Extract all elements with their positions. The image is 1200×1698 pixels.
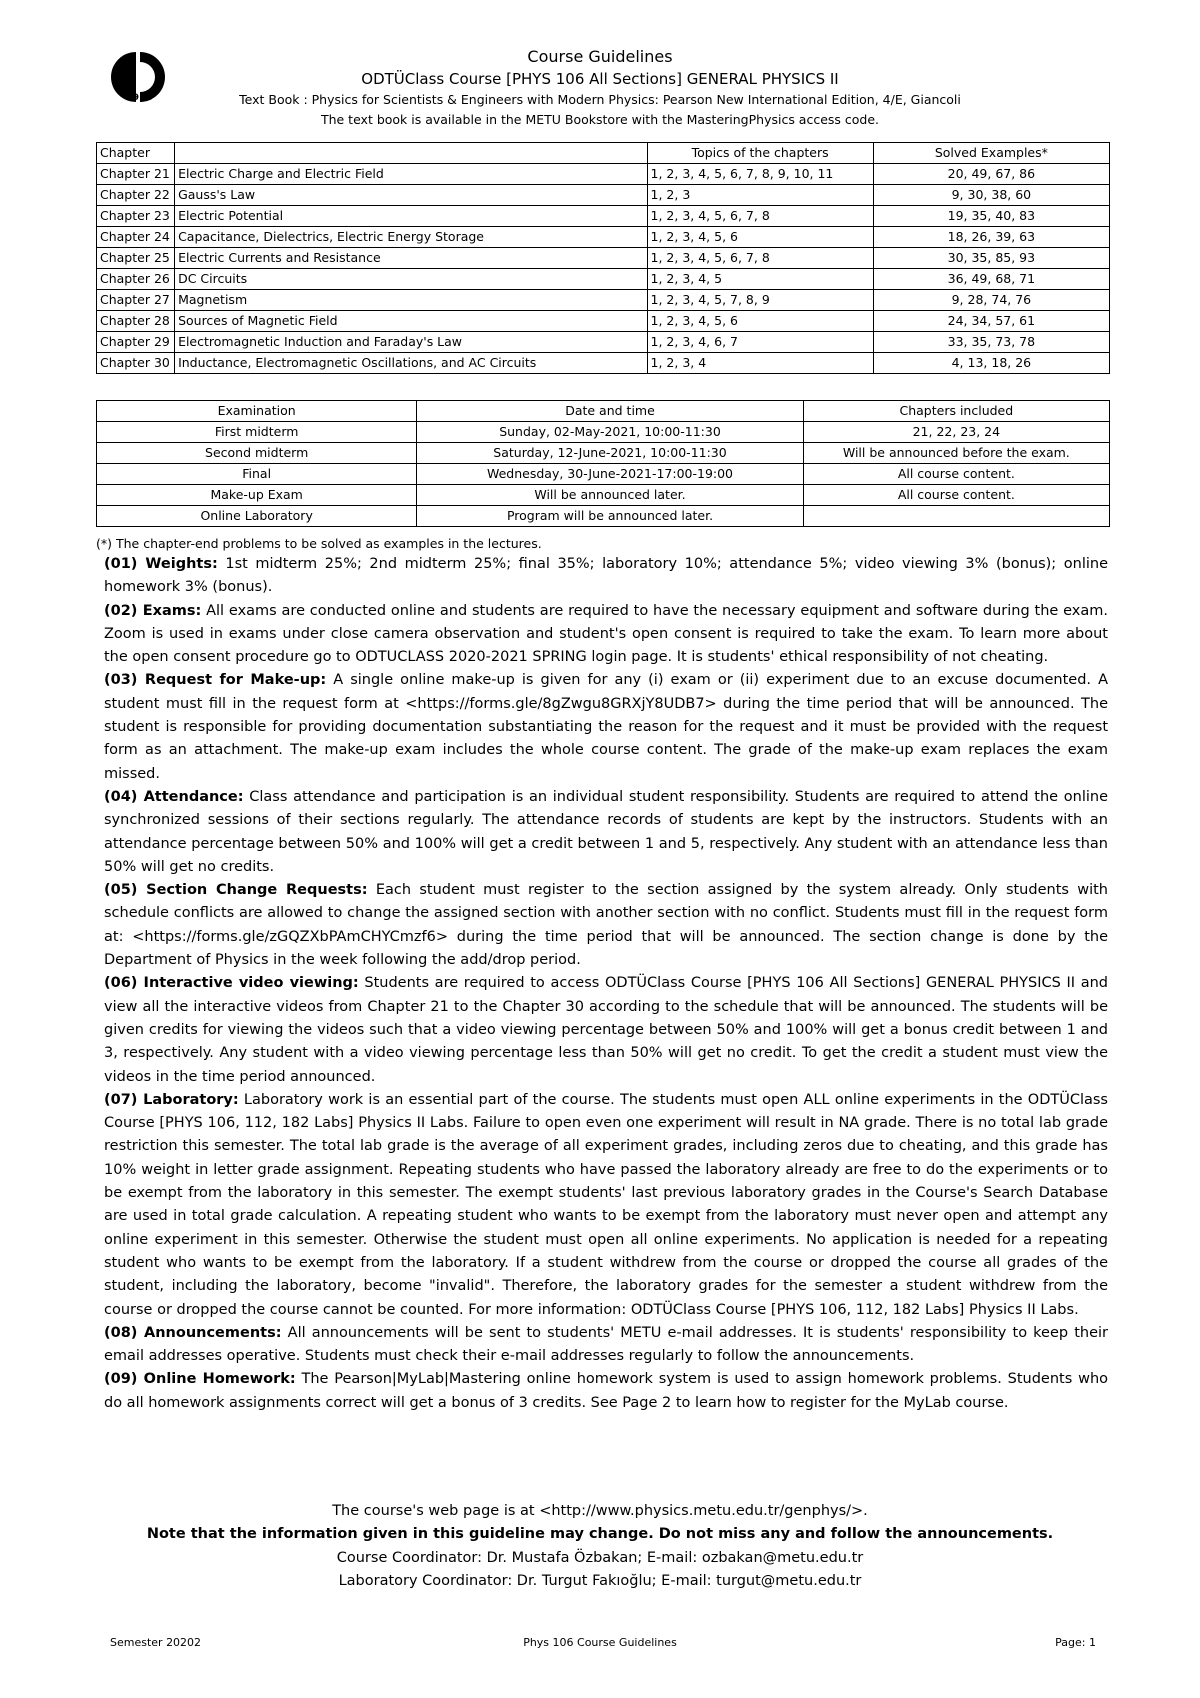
exam-row: [97, 464, 1110, 485]
section-text: 1st midterm 25%; 2nd midterm 25%; final 35%; laboratory 10%; attendance 5%; video viewing 3% (bonus); online homework 3% (bonus).: [104, 556, 1108, 596]
chapter-title: Electric Currents and Resistance: [175, 248, 647, 269]
chapter-title: Inductance, Electromagnetic Oscillations, and AC Circuits: [175, 353, 647, 374]
section-heading: (03) Request for Make-up:: [104, 672, 327, 689]
footer-semester: Semester 20202: [110, 1636, 202, 1649]
chapter-solved-examples: 4, 13, 18, 26: [873, 353, 1109, 374]
chapter-number: Chapter 24: [97, 227, 175, 248]
section-text: Class attendance and participation is an individual student responsibility. Students are required to attend the online synchronized sessions of their sections regularly. The attendance records of students are kept by the instructors. Students with an attendance percentage between 50% and 100% will get a credit between 1 and 5, respectively. Any student with an attendance less than 50% will get no credits.: [104, 788, 1109, 875]
section-heading: (09) Online Homework:: [104, 1371, 296, 1388]
chapter-number: Chapter 23: [97, 206, 175, 227]
chapter-title: Electromagnetic Induction and Faraday's Law: [175, 332, 647, 353]
section-text: All exams are conducted online and students are required to have the necessary equipment and software during the exam. Zoom is used in exams under close camera observation and student's open consent is required to take the exam. To learn more about the open consent procedure go to ODTUCLASS 2020-2021 SPRING login page. It is students' ethical responsibility of not cheating.: [104, 602, 1108, 666]
chapter-row: [97, 227, 1110, 248]
col-header-chapter: Chapter: [97, 143, 175, 164]
chapter-topics: 1, 2, 3, 4, 5: [647, 269, 873, 290]
guideline-sections: [104, 553, 1108, 1415]
chapter-row: [97, 290, 1110, 311]
chapter-number: Chapter 29: [97, 332, 175, 353]
chapter-row: [97, 353, 1110, 374]
chapter-solved-examples: 24, 34, 57, 61: [873, 311, 1109, 332]
chapter-title: DC Circuits: [175, 269, 647, 290]
chapter-topics: 1, 2, 3, 4, 6, 7: [647, 332, 873, 353]
chapter-number: Chapter 25: [97, 248, 175, 269]
col-header-topics: Topics of the chapters: [647, 143, 873, 164]
exam-date: Saturday, 12-June-2021, 10:00-11:30: [417, 443, 803, 464]
guideline-section: [104, 1322, 1108, 1369]
lab-coordinator: Laboratory Coordinator: Dr. Turgut Fakıoğlu; E-mail: turgut@metu.edu.tr: [338, 1572, 862, 1589]
chapter-solved-examples: 33, 35, 73, 78: [873, 332, 1109, 353]
col-header-title: [175, 143, 647, 164]
exam-date: Program will be announced later.: [417, 506, 803, 527]
course-name: ODTÜClass Course [PHYS 106 All Sections] GENERAL PHYSICS II: [361, 70, 839, 88]
chapter-solved-examples: 30, 35, 85, 93: [873, 248, 1109, 269]
exam-name: Second midterm: [97, 443, 417, 464]
exam-date: Wednesday, 30-June-2021-17:00-19:00: [417, 464, 803, 485]
footer-page: Page: 1: [1055, 1636, 1096, 1649]
exam-row: [97, 485, 1110, 506]
chapter-topics: 1, 2, 3, 4, 5, 6, 7, 8: [647, 248, 873, 269]
exam-name: First midterm: [97, 422, 417, 443]
chapter-number: Chapter 28: [97, 311, 175, 332]
section-heading: (01) Weights:: [104, 556, 218, 572]
chapter-topics: 1, 2, 3, 4, 5, 6, 7, 8, 9, 10, 11: [647, 164, 873, 185]
guideline-section: [104, 553, 1108, 600]
exam-date: Sunday, 02-May-2021, 10:00-11:30: [417, 422, 803, 443]
section-text: Each student must register to the section assigned by the system already. Only students with schedule conflicts are allowed to change the assigned section with another section with no conflict. Students must fill in the request form at: <https://forms.gle/zGQZXbPAmCHYCmzf6> during the time period that will be announced. The section change is done by the Department of Physics in the week following the add/drop period.: [104, 882, 1108, 969]
guideline-section: [104, 669, 1108, 785]
section-heading: (06) Interactive video viewing:: [104, 975, 359, 992]
chapter-row: [97, 206, 1110, 227]
exam-chapters: All course content.: [803, 485, 1109, 506]
chapter-row: [97, 269, 1110, 290]
chapters-table: [96, 142, 1110, 374]
guideline-section: [104, 600, 1108, 670]
chapter-title: Electric Potential: [175, 206, 647, 227]
col-header-date: Date and time: [417, 401, 803, 422]
chapter-solved-examples: 36, 49, 68, 71: [873, 269, 1109, 290]
guideline-section: [104, 1368, 1108, 1415]
section-heading: (08) Announcements:: [104, 1324, 282, 1341]
textbook-availability: The text book is available in the METU Bookstore with the MasteringPhysics access code.: [320, 112, 880, 127]
table-footnote: (*) The chapter-end problems to be solved as examples in the lectures.: [96, 536, 542, 551]
col-header-examples: Solved Examples*: [873, 143, 1109, 164]
chapter-solved-examples: 9, 30, 38, 60: [873, 185, 1109, 206]
document-title: Course Guidelines: [527, 47, 673, 66]
guideline-section: [104, 786, 1108, 879]
logo-year: 1956: [126, 93, 154, 103]
guideline-section: [104, 879, 1108, 972]
guideline-section: [104, 1089, 1108, 1322]
chapter-number: Chapter 26: [97, 269, 175, 290]
chapter-title: Electric Charge and Electric Field: [175, 164, 647, 185]
section-text: Students are required to access ODTÜClass Course [PHYS 106 All Sections] GENERAL PHYSICS II and view all the interactive videos from Chapter 21 to the Chapter 30 according to the schedule that will be announced. The students will be given credits for viewing the videos such that a video viewing percentage between 50% and 100% will get a bonus credit between 1 and 3, respectively. Any student with a video viewing percentage less than 50% will get no credit. To get the credit a student must view the videos in the time period announced.: [104, 975, 1109, 1085]
chapter-solved-examples: 20, 49, 67, 86: [873, 164, 1109, 185]
exams-table: [96, 400, 1110, 527]
chapter-topics: 1, 2, 3: [647, 185, 873, 206]
exam-chapters: All course content.: [803, 464, 1109, 485]
exam-chapters: 21, 22, 23, 24: [803, 422, 1109, 443]
chapter-topics: 1, 2, 3, 4, 5, 7, 8, 9: [647, 290, 873, 311]
chapters-header-row: [97, 143, 1110, 164]
chapter-title: Magnetism: [175, 290, 647, 311]
col-header-examination: Examination: [97, 401, 417, 422]
exam-chapters: Will be announced before the exam.: [803, 443, 1109, 464]
chapter-solved-examples: 9, 28, 74, 76: [873, 290, 1109, 311]
exam-chapters: [803, 506, 1109, 527]
section-text: Laboratory work is an essential part of the course. The students must open ALL online experiments in the ODTÜClass Course [PHYS 106, 112, 182 Labs] Physics II Labs. Failure to open even one experiment will result in NA grade. There is no total lab grade restriction this semester. The total lab grade is the average of all experiment grades, including zeros due to cheating, and this grade has 10% weight in letter grade assignment. Repeating students who have passed the laboratory already are free to do the experiments or to be exempt from the laboratory in this semester. The exempt students' last previous laboratory grades in the Course's Search Database are used in total grade calculation. A repeating student who wants to be exempt from the laboratory must never open and attempt any online experiment in this semester. Otherwise the student must open all online experiments. No application is needed for a repeating student who wants to be exempt from the laboratory. If a student withdrew from the course or dropped the course all grades of the student, including the laboratory, become "invalid". Therefore, the laboratory grades for the semester a student withdrew from the course or dropped the course cannot be counted. For more information: ODTÜClass Course [PHYS 106, 112, 182 Labs] Physics II Labs.: [104, 1091, 1108, 1318]
course-coordinator: Course Coordinator: Dr. Mustafa Özbakan; E-mail: ozbakan@metu.edu.tr: [336, 1549, 864, 1566]
section-heading: (04) Attendance:: [104, 788, 244, 805]
document-header: [0, 46, 1200, 130]
chapter-number: Chapter 30: [97, 353, 175, 374]
chapter-topics: 1, 2, 3, 4: [647, 353, 873, 374]
chapter-number: Chapter 21: [97, 164, 175, 185]
chapter-row: [97, 185, 1110, 206]
chapter-title: Sources of Magnetic Field: [175, 311, 647, 332]
closing-block: [0, 1500, 1200, 1593]
col-header-chapters-included: Chapters included: [803, 401, 1109, 422]
chapter-title: Gauss's Law: [175, 185, 647, 206]
exam-row: [97, 506, 1110, 527]
chapter-row: [97, 248, 1110, 269]
exam-row: [97, 443, 1110, 464]
footer-title: Phys 106 Course Guidelines: [523, 1636, 677, 1649]
exam-date: Will be announced later.: [417, 485, 803, 506]
chapter-number: Chapter 22: [97, 185, 175, 206]
chapter-topics: 1, 2, 3, 4, 5, 6: [647, 227, 873, 248]
exam-name: Online Laboratory: [97, 506, 417, 527]
section-text: A single online make-up is given for any (i) exam or (ii) experiment due to an excuse documented. A student must fill in the request form at <https://forms.gle/8gZwgu8GRXjY8UDB7> during the time period that will be announced. The student is responsible for providing documentation substantiating the reason for the request and it must be provided with the request form as an attachment. The make-up exam includes the whole course content. The grade of the make-up exam replaces the exam missed.: [104, 672, 1108, 782]
exams-header-row: [97, 401, 1110, 422]
chapter-topics: 1, 2, 3, 4, 5, 6: [647, 311, 873, 332]
section-heading: (05) Section Change Requests:: [104, 882, 368, 899]
textbook-line: Text Book : Physics for Scientists & Engineers with Modern Physics: Pearson New International Edition, 4/E, Giancoli: [239, 92, 961, 107]
change-note: Note that the information given in this guideline may change. Do not miss any and follow the announcements.: [146, 1526, 1054, 1543]
chapter-row: [97, 332, 1110, 353]
chapter-row: [97, 164, 1110, 185]
guideline-section: [104, 972, 1108, 1088]
exam-row: [97, 422, 1110, 443]
chapter-solved-examples: 19, 35, 40, 83: [873, 206, 1109, 227]
section-text: All announcements will be sent to students' METU e-mail addresses. It is students' responsibility to keep their email addresses operative. Students must check their e-mail addresses regularly to follow the announcements.: [104, 1324, 1109, 1365]
course-webpage: The course's web page is at <http://www.physics.metu.edu.tr/genphys/>.: [332, 1503, 868, 1519]
section-heading: (02) Exams:: [104, 602, 202, 619]
chapter-number: Chapter 27: [97, 290, 175, 311]
exam-name: Final: [97, 464, 417, 485]
chapter-topics: 1, 2, 3, 4, 5, 6, 7, 8: [647, 206, 873, 227]
exam-name: Make-up Exam: [97, 485, 417, 506]
chapter-title: Capacitance, Dielectrics, Electric Energy Storage: [175, 227, 647, 248]
section-heading: (07) Laboratory:: [104, 1091, 239, 1108]
section-text: The Pearson|MyLab|Mastering online homework system is used to assign homework problems. Students who do all homework assignments correct will get a bonus of 3 credits. See Page 2 to learn how to register for the MyLab course.: [104, 1371, 1109, 1411]
chapter-row: [97, 311, 1110, 332]
chapter-solved-examples: 18, 26, 39, 63: [873, 227, 1109, 248]
